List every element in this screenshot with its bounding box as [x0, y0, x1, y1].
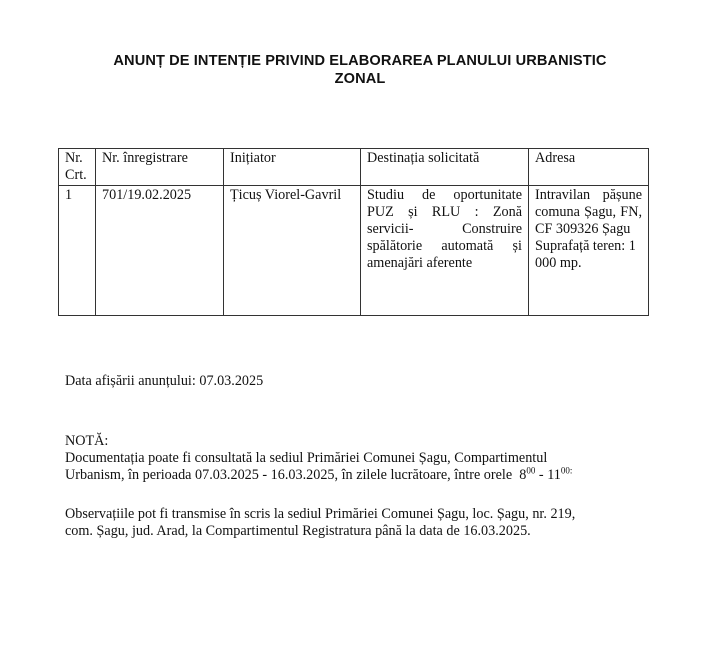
note-line-2-text: Urbanism, în perioada 07.03.2025 - 16.03.2025, în zilele lucrătoare, între orele: [65, 467, 513, 483]
header-nr-crt: Nr. Crt.: [59, 149, 96, 186]
hour-end: 11: [547, 467, 561, 483]
hour-end-minutes: 00:: [560, 465, 573, 476]
note-heading: NOTĂ:: [65, 433, 109, 449]
header-adresa: Adresa: [529, 149, 649, 186]
cell-nr-crt: 1: [59, 186, 96, 316]
observations-line-1: Observațiile pot fi transmise în scris la sediul Primăriei Comunei Șagu, loc. Șagu, nr. 219,: [65, 506, 576, 522]
cell-initiator: Țicuș Viorel-Gavril: [224, 186, 361, 316]
cell-adresa: [529, 186, 649, 316]
header-nr-inregistrare: Nr. înregistrare: [96, 149, 224, 186]
request-table: [58, 148, 649, 316]
address-text: Intravilan pășune comuna Șagu, FN, CF 309326 Șagu: [535, 187, 642, 237]
title-line-2: ZONAL: [334, 71, 386, 87]
header-initiator: Inițiator: [224, 149, 361, 186]
title-line-1: ANUNȚ DE INTENȚIE PRIVIND ELABORAREA PLANULUI URBANISTIC: [113, 53, 607, 69]
note-line-2: [65, 467, 572, 484]
cell-destinatia: Studiu de oportunitate PUZ și RLU : Zonă servicii- Construire spălătorie automată și amenajări aferente: [361, 186, 529, 316]
document-title: [40, 52, 680, 88]
observations-line-2: com. Șagu, jud. Arad, la Compartimentul Registratura până la data de 16.03.2025.: [65, 523, 531, 539]
hour-start-minutes: 00: [526, 465, 536, 476]
display-date: Data afișării anunțului: 07.03.2025: [65, 373, 264, 389]
hour-start: 8: [519, 467, 527, 483]
header-destinatia: Destinația solicitată: [361, 149, 529, 186]
table-row: [59, 186, 649, 316]
surface-text: Suprafață teren: 1 000 mp.: [535, 238, 636, 271]
cell-nr-inregistrare: 701/19.02.2025: [96, 186, 224, 316]
note-line-1: Documentația poate fi consultată la sediul Primăriei Comunei Șagu, Compartimentul: [65, 450, 548, 466]
table-header-row: [59, 149, 649, 186]
hour-separator: -: [535, 467, 548, 483]
